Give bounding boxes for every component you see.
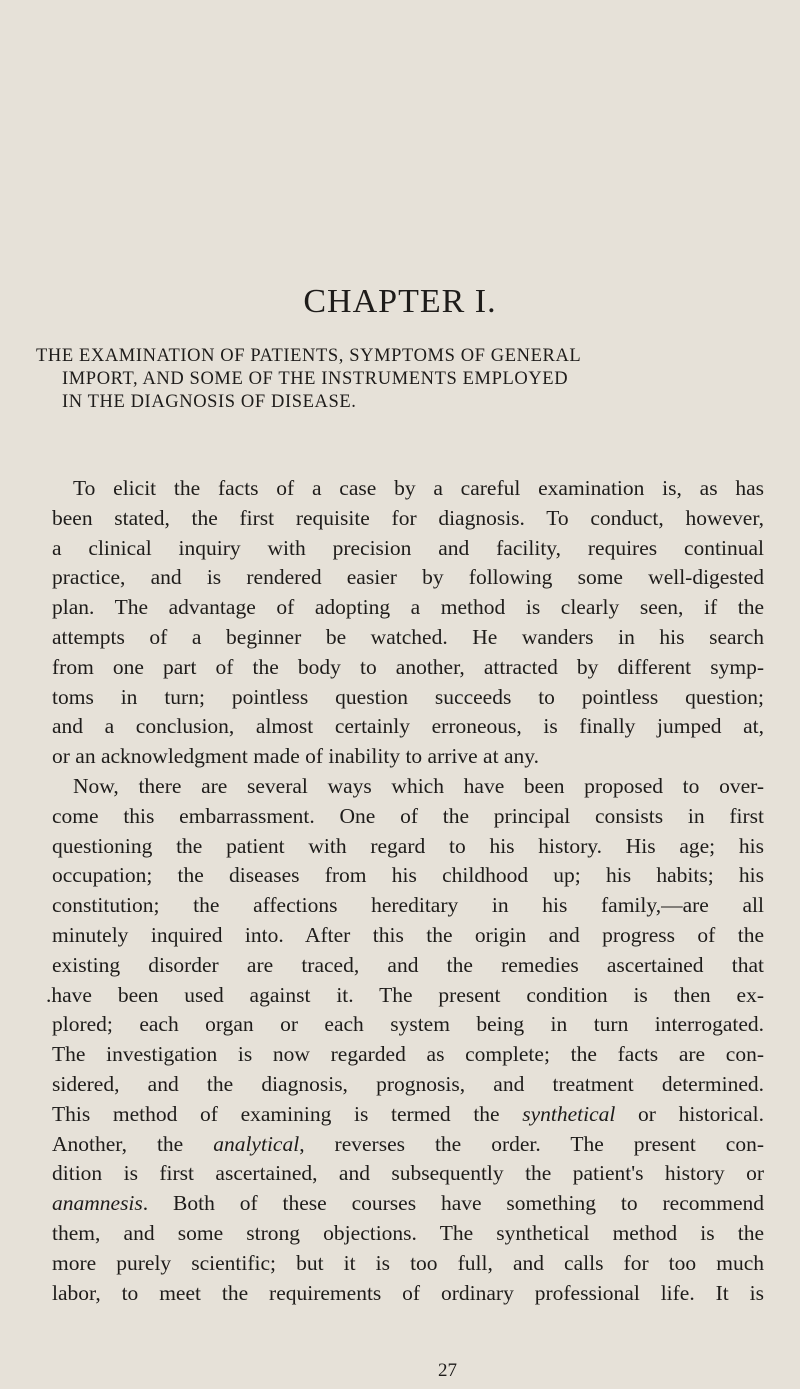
text-line: practice, and is rendered easier by following some well-digested bbox=[52, 565, 764, 590]
text-line: Another, the analytical, reverses the order. The present con- bbox=[52, 1131, 765, 1156]
text-line: occupation; the diseases from his childhood up; his habits; his bbox=[52, 863, 764, 888]
text-line: toms in turn; pointless question succeeds to pointless question; bbox=[52, 684, 764, 709]
text-line: Now, there are several ways which have been proposed to over- bbox=[73, 773, 764, 798]
text-line: come this embarrassment. One of the principal consists in first bbox=[52, 803, 764, 828]
text-line: .have been used against it. The present condition is then ex- bbox=[46, 982, 764, 1007]
text-line: constitution; the affections hereditary in his family,—are all bbox=[52, 893, 764, 918]
text-line: existing disorder are traced, and the remedies ascertained that bbox=[52, 952, 764, 977]
chapter-subtitle bbox=[36, 345, 766, 414]
text-line: been stated, the first requisite for diagnosis. To conduct, however, bbox=[52, 505, 764, 530]
text-line: attempts of a beginner be watched. He wanders in his search bbox=[52, 624, 764, 649]
subtitle-line: IMPORT, AND SOME OF THE INSTRUMENTS EMPLOYED bbox=[62, 369, 569, 389]
text-line: them, and some strong objections. The synthetical method is the bbox=[52, 1220, 764, 1245]
text-line: minutely inquired into. After this the origin and progress of the bbox=[52, 922, 764, 947]
text-line: plored; each organ or each system being in turn interrogated. bbox=[52, 1012, 764, 1037]
text-line: This method of examining is termed the synthetical or historical. bbox=[52, 1101, 764, 1126]
chapter-title: CHAPTER I. bbox=[303, 283, 497, 320]
subtitle-line: IN THE DIAGNOSIS OF DISEASE. bbox=[62, 392, 357, 412]
text-line: dition is first ascertained, and subsequently the patient's history or bbox=[52, 1161, 764, 1186]
text-line: sidered, and the diagnosis, prognosis, and treatment determined. bbox=[52, 1071, 764, 1096]
text-line: To elicit the facts of a case by a careful examination is, as has bbox=[73, 476, 764, 500]
page-number: 27 bbox=[438, 1360, 457, 1381]
text-line: anamnesis. Both of these courses have something to recommend bbox=[52, 1191, 764, 1216]
text-line: more purely scientific; but it is too full, and calls for too much bbox=[52, 1250, 764, 1275]
text-line: from one part of the body to another, attracted by different symp- bbox=[52, 654, 764, 679]
text-line: questioning the patient with regard to his history. His age; his bbox=[52, 833, 764, 858]
text-line: a clinical inquiry with precision and facility, requires continual bbox=[52, 535, 764, 560]
body-text bbox=[46, 474, 765, 1308]
text-line: The investigation is now regarded as complete; the facts are con- bbox=[52, 1042, 764, 1067]
text-line: plan. The advantage of adopting a method is clearly seen, if the bbox=[52, 595, 764, 620]
text-line: labor, to meet the requirements of ordinary professional life. It is bbox=[52, 1280, 764, 1305]
text-line: or an acknowledgment made of inability to arrive at any. bbox=[52, 744, 539, 769]
subtitle-line: THE EXAMINATION OF PATIENTS, SYMPTOMS OF GENERAL bbox=[36, 346, 582, 366]
text-line: and a conclusion, almost certainly erroneous, is finally jumped at, bbox=[52, 714, 764, 739]
